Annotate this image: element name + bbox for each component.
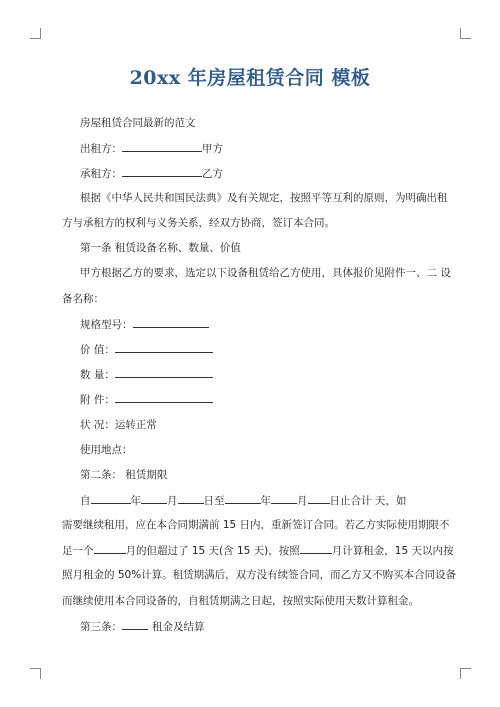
period-day-to: 日至 (203, 495, 225, 507)
period-year-1: 年 (130, 495, 141, 507)
lessee-label: 承租方： (80, 168, 122, 180)
status-line: 状 况：运转正常 (80, 419, 157, 431)
lessee-party: 乙方 (202, 168, 223, 180)
start-month-blank[interactable] (141, 493, 167, 504)
intro-line-1: 根据《中华人民共和国民法典》及有关规定，按照平等互利的原则，为明确出租 (80, 192, 448, 204)
article3-blank[interactable] (122, 619, 148, 630)
lessor-blank[interactable] (122, 141, 202, 152)
spec-blank[interactable] (133, 317, 209, 328)
subtitle: 房屋租赁合同最新的范文 (80, 117, 196, 129)
lessor-party: 甲方 (202, 143, 223, 155)
spec-line (80, 317, 209, 332)
document-title: 20xx 年房屋租赁合同 模板 (129, 67, 371, 89)
article3-title (80, 619, 205, 634)
short-term-blank-2[interactable] (300, 543, 332, 554)
period-year-2: 年 (260, 495, 271, 507)
lessee-line (80, 166, 223, 181)
corner-mark-bottom-left (30, 668, 41, 679)
period-month-1: 月 (167, 495, 178, 507)
period-month-2: 月 (297, 495, 308, 507)
short-term-line (62, 543, 453, 558)
period-line (80, 493, 406, 508)
short-term-text-3: 月计算租金，15 天以内按 (331, 545, 454, 557)
rent-percent-line: 照月租金的 50%计算。租赁期满后，双方没有续签合同，而乙方又不购买本合同设备 (62, 569, 457, 581)
value-line (80, 342, 213, 357)
location-line: 使用地点： (80, 444, 133, 456)
continue-use-line: 而继续使用本合同设备的，自租赁期满之日起，按照实际使用天数计算租金。 (62, 595, 419, 607)
corner-mark-top-left (30, 28, 41, 39)
short-term-text-2: 月的但超过了 15 天(含 15 天)，按照 (125, 545, 300, 557)
article1-para-line-1: 甲方根据乙方的要求，选定以下设备租赁给乙方使用，具体报价见附件一、二 设 (80, 267, 451, 279)
article2-title: 第二条： 租赁期限 (80, 469, 168, 481)
corner-mark-top-right (460, 28, 471, 39)
lessee-blank[interactable] (122, 166, 202, 177)
end-day-blank[interactable] (308, 493, 330, 504)
corner-mark-bottom-right (460, 668, 471, 679)
value-label: 价 值： (80, 344, 115, 356)
period-from: 自 (80, 495, 91, 507)
value-blank[interactable] (115, 342, 213, 353)
attach-line (80, 392, 213, 407)
article1-title: 第一条 租赁设备名称、数量、价值 (80, 242, 241, 254)
spec-label: 规格型号： (80, 319, 133, 331)
article1-para-line-2: 备名称： (62, 293, 104, 305)
attach-label: 附 件： (80, 394, 115, 406)
qty-line (80, 367, 213, 382)
lessor-label: 出租方： (80, 143, 122, 155)
end-month-blank[interactable] (271, 493, 297, 504)
renew-line: 需要继续租用，应在本合同期满前 15 日内，重新签订合同。若乙方实际使用期限不 (62, 519, 450, 531)
start-day-blank[interactable] (178, 493, 204, 504)
lessor-line (80, 141, 223, 156)
article3-text: 租金及结算 (152, 621, 205, 633)
qty-label: 数 量： (80, 369, 115, 381)
article3-label: 第三条： (80, 621, 122, 633)
short-term-text-1: 足一个 (62, 545, 94, 557)
attach-blank[interactable] (115, 392, 213, 403)
start-year-blank[interactable] (91, 493, 131, 504)
end-year-blank[interactable] (225, 493, 261, 504)
intro-line-2: 方与承租方的权利与义务关系，经双方协商，签订本合同。 (62, 217, 335, 229)
short-term-blank-1[interactable] (94, 543, 126, 554)
qty-blank[interactable] (115, 367, 213, 378)
period-day-end: 日止合计 天，如 (329, 495, 407, 507)
